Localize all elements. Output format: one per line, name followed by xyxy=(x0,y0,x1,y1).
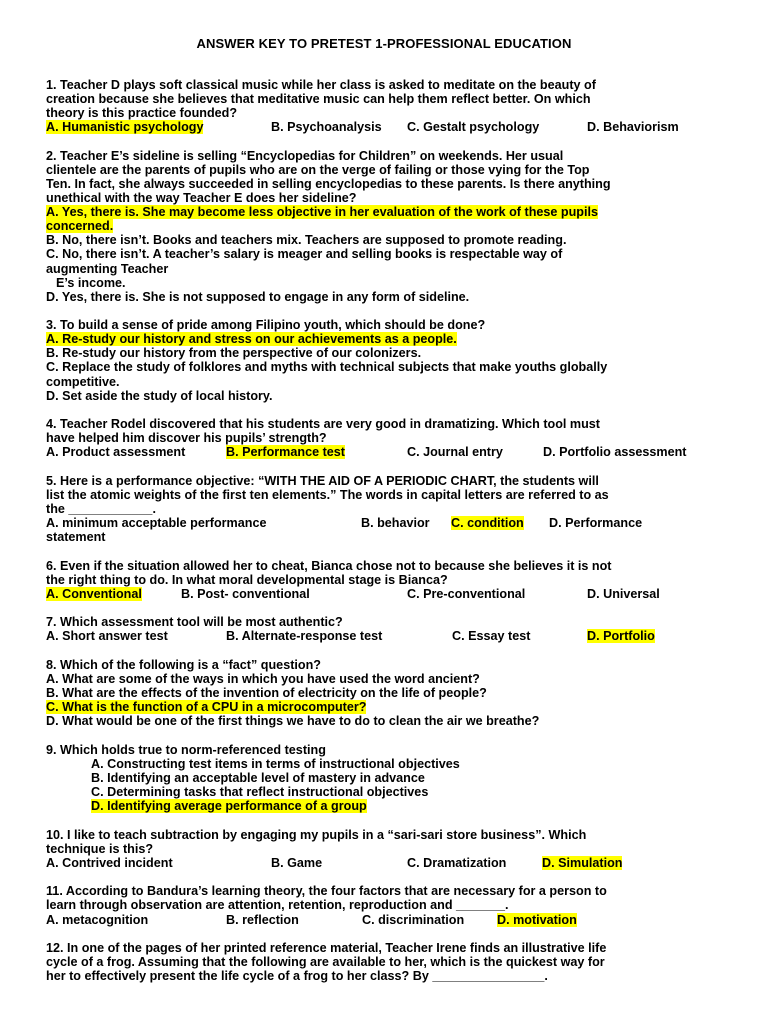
question-10 xyxy=(46,828,726,870)
question-8 xyxy=(46,658,726,728)
choice-row xyxy=(46,913,726,927)
answer-choice: C. Essay test xyxy=(452,629,531,644)
question-4 xyxy=(46,417,726,459)
answer-choice: A. Product assessment xyxy=(46,445,186,460)
answer-choice-correct: D. motivation xyxy=(497,912,577,927)
choice-row xyxy=(46,587,726,601)
answer-choice: C. Determining tasks that reflect instructional objectives xyxy=(91,785,429,800)
question-stem: 2. Teacher E’s sideline is selling “Encyclopedias for Children” on weekends. Her usual xyxy=(46,148,564,163)
question-stem: 11. According to Bandura’s learning theory, the four factors that are necessary for a person to xyxy=(46,884,607,899)
answer-choice: C. discrimination xyxy=(362,912,465,927)
question-stem: cycle of a frog. Assuming that the following are available to her, which is the quickest way for xyxy=(46,955,605,970)
answer-choice: A. Constructing test items in terms of instructional objectives xyxy=(91,756,460,771)
question-stem: 5. Here is a performance objective: “WITH THE AID OF A PERIODIC CHART, the students will xyxy=(46,473,599,488)
choice-row xyxy=(46,120,726,134)
choice-row xyxy=(46,629,726,643)
answer-choice: B. reflection xyxy=(226,912,299,927)
question-2 xyxy=(46,149,726,304)
answer-choice: B. behavior xyxy=(361,516,430,531)
question-stem: 8. Which of the following is a “fact” question? xyxy=(46,657,321,672)
question-stem: 7. Which assessment tool will be most authentic? xyxy=(46,615,343,630)
answer-choice-correct: B. Performance test xyxy=(226,445,345,460)
answer-choice: C. Journal entry xyxy=(407,445,503,460)
answer-choice: B. Game xyxy=(271,855,323,870)
answer-choice-correct: D. Identifying average performance of a group xyxy=(91,799,367,814)
question-6 xyxy=(46,559,726,601)
question-stem: 12. In one of the pages of her printed reference material, Teacher Irene finds an illustrative life xyxy=(46,940,607,955)
question-stem: 10. I like to teach subtraction by engaging my pupils in a “sari-sari store business”. Which xyxy=(46,827,587,842)
answer-choice: E’s income. xyxy=(56,275,126,290)
answer-choice-correct: D. Portfolio xyxy=(587,629,655,644)
answer-choice: competitive. xyxy=(46,374,120,389)
answer-choice: B. Re-study our history from the perspective of our colonizers. xyxy=(46,346,422,361)
question-9 xyxy=(46,743,726,813)
question-stem: creation because she believes that meditative music can help them reflect better. On which xyxy=(46,92,591,107)
answer-choice-correct: C. What is the function of a CPU in a microcomputer? xyxy=(46,700,367,715)
answer-choice-correct: concerned. xyxy=(46,219,114,234)
answer-choice: B. No, there isn’t. Books and teachers mix. Teachers are supposed to promote reading. xyxy=(46,233,567,248)
question-stem: 3. To build a sense of pride among Filipino youth, which should be done? xyxy=(46,318,486,333)
question-stem: list the atomic weights of the first ten elements.” The words in capital letters are referred to as xyxy=(46,487,609,502)
question-stem: clientele are the parents of pupils who are on the verge of failing or those vying for the Top xyxy=(46,162,590,177)
question-stem: unethical with the way Teacher E does her sideline? xyxy=(46,191,357,206)
question-stem: 9. Which holds true to norm-referenced testing xyxy=(46,742,326,757)
question-stem: 1. Teacher D plays soft classical music while her class is asked to meditate on the beauty of xyxy=(46,78,596,92)
question-3 xyxy=(46,318,726,403)
answer-choice: statement xyxy=(46,530,106,545)
question-1 xyxy=(46,78,726,134)
answer-choice-correct: A. Conventional xyxy=(46,586,142,601)
answer-choice: C. Gestalt psychology xyxy=(407,120,540,135)
answer-choice: B. Psychoanalysis xyxy=(271,120,382,135)
question-stem: have helped him discover his pupils’ strength? xyxy=(46,431,327,446)
question-list xyxy=(46,78,726,998)
question-stem: technique is this? xyxy=(46,841,154,856)
answer-choice: B. Post- conventional xyxy=(181,586,310,601)
answer-choice: A. minimum acceptable performance xyxy=(46,516,267,531)
answer-choice: C. Pre-conventional xyxy=(407,586,526,601)
answer-choice-correct: A. Re-study our history and stress on our achievements as a people. xyxy=(46,332,457,347)
answer-choice-correct: C. condition xyxy=(451,516,524,531)
answer-choice: A. Short answer test xyxy=(46,629,168,644)
answer-choice: D. Behaviorism xyxy=(587,120,679,135)
question-11 xyxy=(46,884,726,926)
page-title: ANSWER KEY TO PRETEST 1-PROFESSIONAL EDUCATION xyxy=(196,36,572,51)
choice-row xyxy=(46,856,726,870)
question-stem: 4. Teacher Rodel discovered that his students are very good in dramatizing. Which tool must xyxy=(46,417,600,432)
answer-choice: D. Yes, there is. She is not supposed to engage in any form of sideline. xyxy=(46,289,470,304)
question-5 xyxy=(46,474,726,544)
answer-choice: B. Alternate-response test xyxy=(226,629,383,644)
question-stem: her to effectively present the life cycle of a frog to her class? By ________________. xyxy=(46,969,548,984)
answer-choice: augmenting Teacher xyxy=(46,261,169,276)
answer-choice-correct: A. Humanistic psychology xyxy=(46,120,204,135)
answer-choice: D. Performance xyxy=(549,516,643,531)
answer-choice: D. Set aside the study of local history. xyxy=(46,388,273,403)
answer-choice: B. What are the effects of the invention of electricity on the life of people? xyxy=(46,686,487,701)
answer-choice: A. Contrived incident xyxy=(46,855,173,870)
choice-row xyxy=(46,445,726,459)
answer-choice: C. No, there isn’t. A teacher’s salary is meager and selling books is respectable way of xyxy=(46,247,563,262)
answer-choice: C. Dramatization xyxy=(407,855,507,870)
answer-choice: D. What would be one of the first things we have to do to clean the air we breathe? xyxy=(46,714,540,729)
answer-choice: C. Replace the study of folklores and myths with technical subjects that make youths globally xyxy=(46,360,608,375)
answer-choice: B. Identifying an acceptable level of mastery in advance xyxy=(91,770,425,785)
question-stem: the ____________. xyxy=(46,502,156,516)
question-12 xyxy=(46,941,726,983)
answer-choice: A. metacognition xyxy=(46,912,149,927)
answer-choice-correct: D. Simulation xyxy=(542,855,623,870)
question-stem: the right thing to do. In what moral developmental stage is Bianca? xyxy=(46,572,448,587)
answer-choice: A. What are some of the ways in which you have used the word ancient? xyxy=(46,672,480,687)
answer-choice-correct: A. Yes, there is. She may become less objective in her evaluation of the work of these pupils xyxy=(46,205,598,220)
question-7 xyxy=(46,615,726,643)
answer-choice: D. Universal xyxy=(587,586,660,601)
choice-row xyxy=(46,516,726,530)
question-stem: theory is this practice founded? xyxy=(46,106,238,121)
question-stem: learn through observation are attention, retention, reproduction and _______. xyxy=(46,898,509,913)
question-stem: 6. Even if the situation allowed her to cheat, Bianca chose not to because she believes it is not xyxy=(46,558,612,573)
answer-choice: D. Portfolio assessment xyxy=(543,445,687,460)
question-stem: Ten. In fact, she always succeeded in selling encyclopedias to these parents. Is there anything xyxy=(46,176,611,191)
